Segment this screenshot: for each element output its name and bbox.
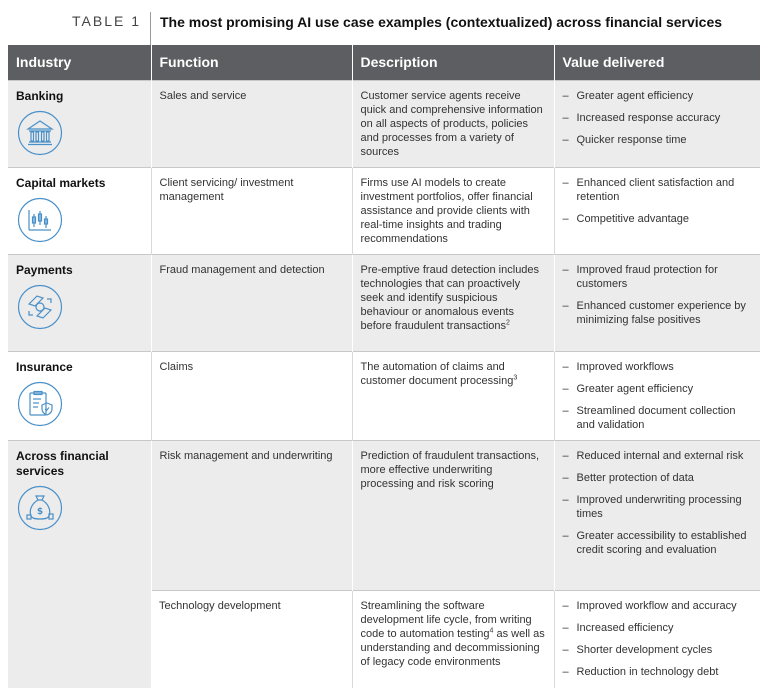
exchange-icon [17, 284, 63, 330]
table-row-capital-markets [8, 167, 760, 254]
industry-name: Insurance [16, 359, 73, 374]
function-cell: Sales and service [151, 80, 352, 167]
description-text: The automation of claims and customer document processing [360, 360, 514, 387]
function-cell: Client servicing/ investment management [151, 167, 352, 254]
table-title: The most promising AI use case examples (contextualized) across financial services [160, 14, 723, 30]
value-item: – Enhanced client satisfaction and retention [563, 176, 753, 204]
value-item: – Reduced internal and external risk [563, 449, 753, 463]
value-cell [554, 351, 760, 440]
value-item: – Improved underwriting processing times [563, 493, 753, 521]
header-value-delivered: Value delivered [554, 45, 760, 80]
industry-cell [8, 440, 151, 688]
description-cell [352, 590, 554, 688]
description-cell [352, 254, 554, 351]
value-list [563, 599, 753, 679]
value-list [563, 449, 753, 557]
industry-name: Across financial services [16, 448, 109, 478]
description-cell: Prediction of fraudulent transactions, more effective underwriting processing and risk scoring [352, 440, 554, 590]
description-cell [352, 351, 554, 440]
function-cell: Fraud management and detection [151, 254, 352, 351]
table-row-insurance [8, 351, 760, 440]
value-item: – Greater agent efficiency [563, 382, 753, 396]
value-item: – Better protection of data [563, 471, 753, 485]
value-item: – Increased efficiency [563, 621, 753, 635]
title-divider [150, 12, 151, 45]
value-item: – Improved workflow and accuracy [563, 599, 753, 613]
value-item: – Quicker response time [563, 133, 753, 147]
clipboard-shield-icon [17, 381, 63, 427]
description-cell: Customer service agents receive quick and comprehensive information on all aspects of products, policies and processes from a variety of sources [352, 80, 554, 167]
industry-cell [8, 167, 151, 254]
money-bag-icon [17, 485, 63, 531]
bank-icon [17, 110, 63, 156]
industry-cell [8, 254, 151, 351]
svg-text:$: $ [36, 506, 44, 517]
header-industry: Industry [8, 45, 151, 80]
header-function: Function [151, 45, 352, 80]
function-cell: Technology development [151, 590, 352, 688]
value-item: – Improved fraud protection for customers [563, 263, 753, 291]
table-header-row [8, 45, 760, 80]
value-list [563, 89, 753, 147]
header-description: Description [352, 45, 554, 80]
value-cell [554, 254, 760, 351]
description-cell: Firms use AI models to create investment portfolios, offer financial assistance and provide clients with real-time insights and trading recommendations [352, 167, 554, 254]
value-item: – Shorter development cycles [563, 643, 753, 657]
function-cell: Claims [151, 351, 352, 440]
value-item: – Streamlined document collection and validation [563, 404, 753, 432]
table-row-payments [8, 254, 760, 351]
table-caption [0, 0, 768, 44]
value-list [563, 263, 753, 327]
use-case-table [8, 45, 760, 688]
industry-name: Capital markets [16, 175, 106, 190]
footnote-ref: 3 [513, 373, 518, 381]
value-item: – Improved workflows [563, 360, 753, 374]
value-cell [554, 590, 760, 688]
footnote-ref: 4 [489, 626, 494, 634]
value-list [563, 360, 753, 432]
industry-cell [8, 80, 151, 167]
industry-name: Banking [16, 88, 64, 103]
table-row-banking [8, 80, 760, 167]
industry-name: Payments [16, 262, 73, 277]
description-text: Pre-emptive fraud detection includes technologies that can proactively seek and identify suspicious behaviour or anomalous events before fraudulent transactions [360, 263, 540, 332]
value-item: – Reduction in technology debt [563, 665, 753, 679]
table-label: TABLE 1 [72, 13, 141, 29]
footnote-ref: 2 [506, 318, 510, 326]
description-text: Streamlining the software development life cycle, from writing code to automation testing [360, 599, 532, 640]
value-item: – Greater agent efficiency [563, 89, 753, 103]
candlestick-chart-icon [17, 197, 63, 243]
function-cell: Risk management and underwriting [151, 440, 352, 590]
value-list [563, 176, 753, 226]
description-text: as well as understanding and decommissioning of legacy code environments [360, 627, 545, 668]
value-item: – Competitive advantage [563, 212, 753, 226]
value-item: – Enhanced customer experience by minimizing false positives [563, 299, 753, 327]
value-item: – Greater accessibility to established credit scoring and evaluation [563, 529, 753, 557]
value-cell [554, 80, 760, 167]
industry-cell [8, 351, 151, 440]
value-cell [554, 167, 760, 254]
value-cell [554, 440, 760, 590]
table-row-across-financial-services [8, 440, 760, 590]
value-item: – Increased response accuracy [563, 111, 753, 125]
